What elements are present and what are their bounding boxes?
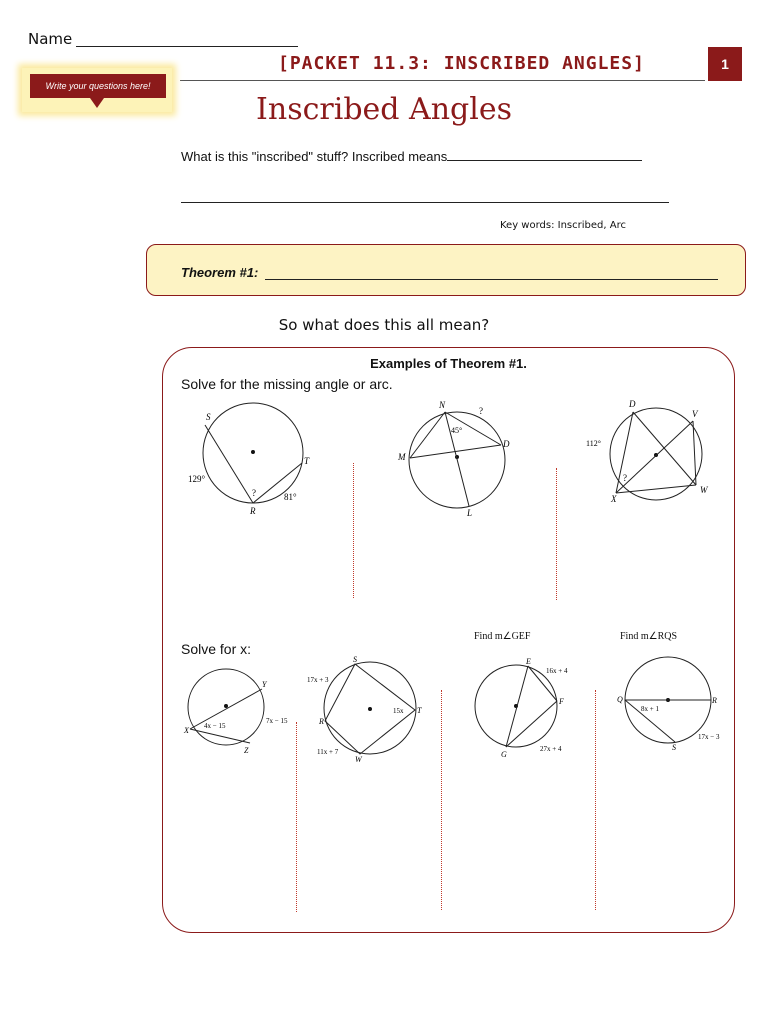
label-z: Z: [244, 746, 249, 755]
figure-4-circle: [180, 665, 295, 760]
arc-label: 81°: [284, 492, 297, 502]
label-g: G: [501, 750, 507, 759]
unknown-mark: ?: [623, 473, 627, 483]
packet-title: [PACKET 11.3: INSCRIBED ANGLES]: [278, 53, 645, 74]
divider: [595, 690, 596, 910]
label-m: M: [398, 452, 406, 462]
arc-label: 129°: [188, 474, 206, 484]
label-d: D: [503, 439, 510, 449]
solve-x-instruction: Solve for x:: [181, 641, 252, 657]
arc-label: 17x + 3: [307, 676, 329, 684]
find-gef-label: Find m∠GEF: [474, 631, 531, 642]
note-label: Write your questions here!: [30, 74, 166, 98]
label-q: Q: [617, 695, 623, 704]
key-words: Key words: Inscribed, Arc: [500, 220, 626, 231]
header-rule: [180, 80, 705, 81]
label-r: R: [319, 717, 324, 726]
label-w: W: [355, 755, 362, 764]
label-v: V: [692, 409, 698, 419]
label-l: L: [467, 508, 473, 518]
arc-label: 15x: [393, 707, 404, 715]
find-rqs-label: Find m∠RQS: [620, 631, 678, 642]
divider: [556, 468, 557, 600]
answer-blank-line[interactable]: [181, 202, 669, 203]
label-y: Y: [262, 680, 267, 689]
label-s: S: [353, 655, 357, 664]
divider: [353, 463, 354, 598]
answer-blank[interactable]: [447, 148, 642, 161]
question-line: [181, 148, 642, 164]
name-label: Name: [28, 30, 73, 48]
unknown-mark: ?: [479, 406, 483, 416]
figure-6-circle: [470, 657, 580, 763]
theorem-blank[interactable]: [265, 279, 718, 280]
page-title: Inscribed Angles: [256, 92, 512, 127]
figure-2-circle: [395, 400, 525, 520]
label-w: W: [700, 485, 708, 495]
chord-label: 8x + 1: [641, 705, 659, 713]
label-s: S: [206, 412, 211, 422]
divider: [441, 690, 442, 910]
arc-label: 11x + 7: [317, 748, 339, 756]
arc-label: 17x − 3: [698, 733, 720, 741]
question-text: What is this "inscribed" stuff? Inscribed means: [181, 149, 448, 164]
figure-7-circle: [615, 655, 725, 750]
label-x: X: [611, 494, 617, 504]
chord-label: 4x − 15: [204, 722, 226, 730]
name-blank[interactable]: [76, 46, 298, 47]
label-s: S: [672, 743, 676, 752]
figure-3-circle: [583, 398, 713, 508]
label-d: D: [629, 399, 636, 409]
so-what-heading: So what does this all mean?: [278, 316, 490, 334]
arc-label: 7x − 15: [266, 717, 288, 725]
label-e: E: [526, 657, 531, 666]
label-t: T: [304, 456, 310, 466]
label-f: F: [559, 697, 564, 706]
label-r: R: [250, 506, 256, 516]
divider: [296, 722, 297, 912]
label-r: R: [712, 696, 717, 705]
arc-label: 112°: [586, 439, 601, 448]
arc-label: 16x + 4: [546, 667, 568, 675]
arc-label: 27x + 4: [540, 745, 562, 753]
solve-instruction: Solve for the missing angle or arc.: [181, 376, 393, 392]
label-t: T: [417, 706, 422, 715]
figure-5-circle: [303, 655, 433, 765]
label-x: X: [184, 726, 189, 735]
examples-title: Examples of Theorem #1.: [370, 356, 527, 371]
page-number: 1: [708, 47, 742, 81]
figure-1-circle: [180, 405, 320, 525]
label-n: N: [439, 400, 446, 410]
angle-label: 45°: [451, 426, 463, 435]
theorem-label: Theorem #1:: [181, 265, 259, 280]
unknown-mark: ?: [252, 488, 256, 498]
